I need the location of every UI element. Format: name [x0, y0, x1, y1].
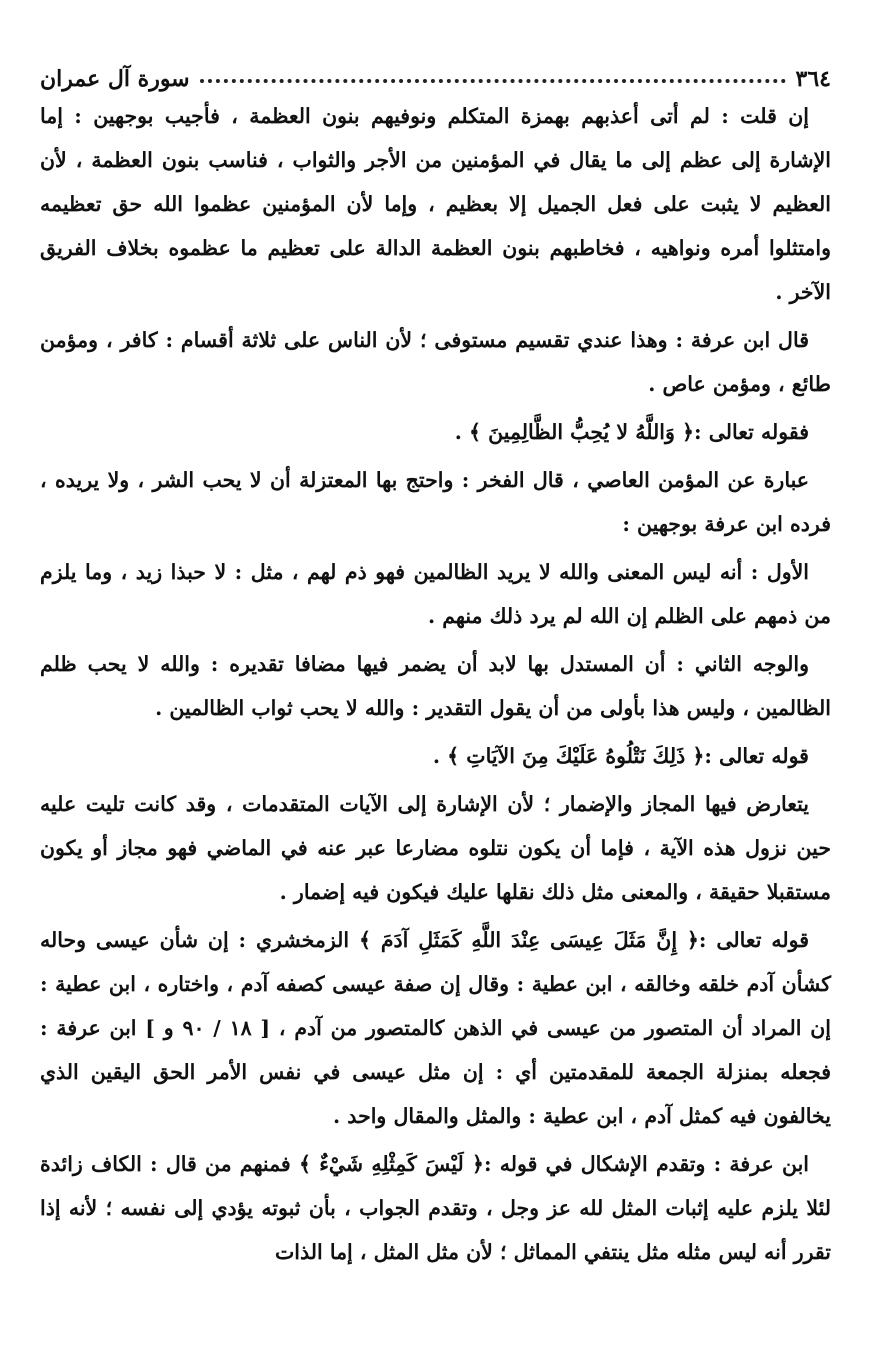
- page-header: [40, 64, 831, 94]
- paragraph-2: [40, 318, 831, 406]
- paragraph-text: عبارة عن المؤمن العاصي ، قال الفخر : واحتج بها المعتزلة أن لا يحب الشر ، ولا يريده ، فرده ابن عرفة بوجهين :: [40, 468, 831, 536]
- paragraph-text: والوجه الثاني : أن المستدل بها لابد أن يضمر فيها مضافا تقديره : والله لا يحب ظلم الظالمين ، وليس هذا بأولى من أن يقول التقدير : والله لا يحب ثواب الظالمين .: [40, 652, 831, 720]
- page-body: [40, 94, 831, 1274]
- paragraph-text: قوله تعالى :﴿ ذَلِكَ نَتْلُوهُ عَلَيْكَ مِنَ الآيَاتِ ﴾ .: [432, 744, 809, 768]
- paragraph-text: قوله تعالى :﴿ إِنَّ مَثَلَ عِيسَى عِنْدَ اللَّهِ كَمَثَلِ آدَمَ ﴾ الزمخشري : إن شأن عيسى وحاله كشأن آدم خلقه وخالقه ، ابن عطية : وقال إن صفة عيسى كصفه آدم ، واختاره ، ابن عطية : إن المراد أن المتصور من عيسى في الذهن كالمتصور من آدم ، [ ١٨ / ٩٠ و ] ابن عرفة : فجعله بمنزلة الجمعة للمقدمتين أي : إن مثل عيسى في نفس الأمر الحق اليقين الذي يخالفون فيه كمثل آدم ، ابن عطية : والمثل والمقال واحد .: [40, 928, 831, 1128]
- paragraph-text: يتعارض فيها المجاز والإضمار ؛ لأن الإشارة إلى الآيات المتقدمات ، وقد كانت تليت عليه حين نزول هذه الآية ، فإما أن يكون نتلوه مضارعا عبر عنه في الماضي فهو مجاز أو يكون مستقبلا حقيقة ، والمعنى مثل ذلك نقلها عليك فيكون فيه إضمار .: [40, 792, 831, 904]
- paragraph-text: ابن عرفة : وتقدم الإشكال في قوله :﴿ لَيْسَ كَمِثْلِهِ شَيْءٌ ﴾ فمنهم من قال : الكاف زائدة لئلا يلزم عليه إثبات المثل لله عز وجل ، وتقدم الجواب ، بأن ثبوته يؤدي إلى نفسه ؛ لأنه إذا تقرر أنه ليس مثله مثل ينتفي المماثل ؛ لأن مثل المثل ، إما الذات: [40, 1152, 831, 1264]
- paragraph-text: الأول : أنه ليس المعنى والله لا يريد الظالمين فهو ذم لهم ، مثل : لا حبذا زيد ، وما يلزم من ذمهم على الظلم إن الله لم يرد ذلك منهم .: [40, 560, 831, 628]
- paragraph-6: [40, 642, 831, 730]
- paragraph-1: [40, 94, 831, 314]
- paragraph-4: [40, 458, 831, 546]
- paragraph-3: [40, 410, 831, 454]
- paragraph-text: إن قلت : لم أتى أعذبهم بهمزة المتكلم ونوفيهم بنون العظمة ، فأجيب بوجهين : إما الإشارة إلى عظم إلى ما يقال في المؤمنين من الأجر والثواب ، فناسب بنون العظمة ، لأن العظيم لا يثبت على فعل الجميل إلا بعظيم ، وإما لأن المؤمنين عظموا الله حق تعظيمه وامتثلوا أمره ونواهيه ، فخاطبهم بنون العظمة الدالة على تعظيم ما عظموه بخلاف الفريق الآخر .: [40, 104, 831, 304]
- paragraph-8: [40, 782, 831, 914]
- paragraph-9: [40, 918, 831, 1138]
- paragraph-text: فقوله تعالى :﴿ وَاللَّهُ لا يُحِبُّ الظَّالِمِينَ ﴾ .: [454, 420, 809, 444]
- paragraph-7: [40, 734, 831, 778]
- paragraph-text: قال ابن عرفة : وهذا عندي تقسيم مستوفى ؛ لأن الناس على ثلاثة أقسام : كافر ، ومؤمن طائع ، ومؤمن عاص .: [40, 328, 831, 396]
- paragraph-10: [40, 1142, 831, 1274]
- page-number: ٣٦٤: [795, 66, 831, 92]
- paragraph-5: [40, 550, 831, 638]
- header-dotted-rule: [200, 79, 786, 83]
- surah-title: سورة آل عمران: [40, 66, 190, 92]
